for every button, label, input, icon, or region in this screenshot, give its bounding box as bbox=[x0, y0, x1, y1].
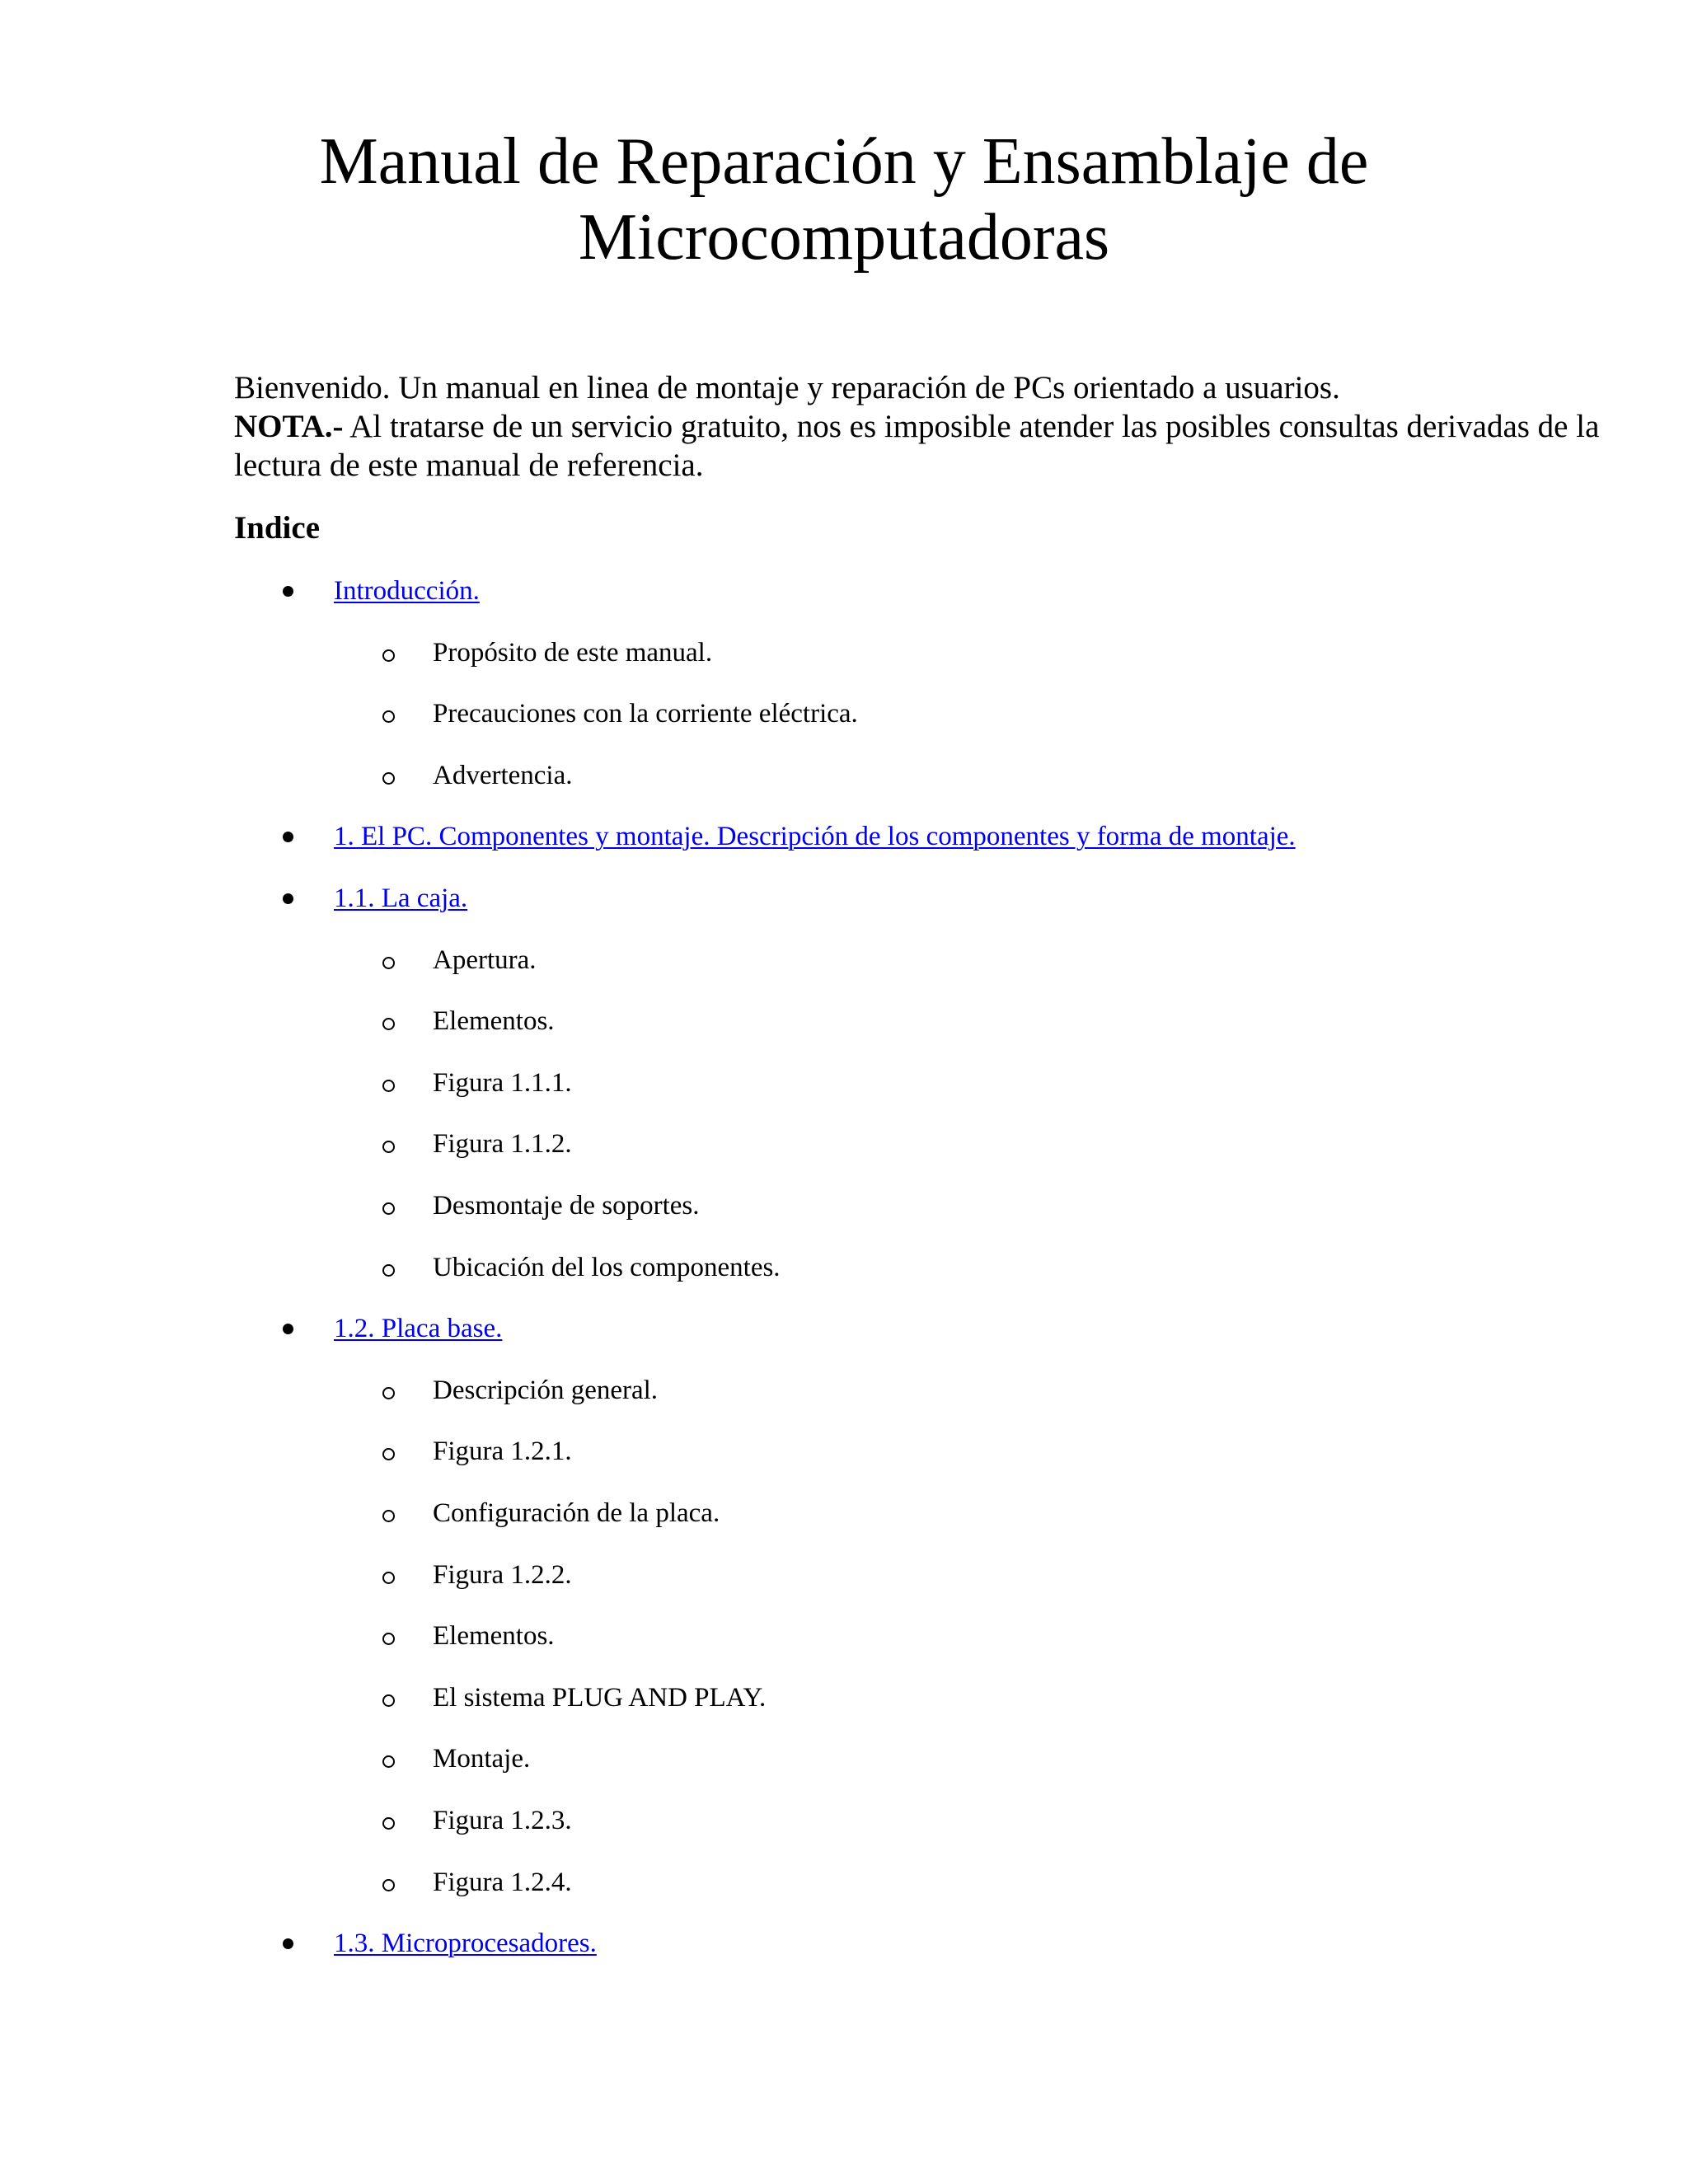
bullet-circle-icon bbox=[382, 1387, 395, 1399]
toc-label: Figura 1.2.2. bbox=[433, 1560, 572, 1590]
note-label: NOTA.- bbox=[234, 409, 344, 444]
toc-link[interactable]: 1. El PC. Componentes y montaje. Descripción de los componentes y forma de montaje. bbox=[334, 822, 1296, 851]
bullet-circle-icon bbox=[382, 1879, 395, 1891]
bullet-circle-icon bbox=[382, 957, 395, 969]
title-line-1: Manual de Reparación y Ensamblaje de bbox=[319, 125, 1369, 198]
bullet-circle-icon bbox=[382, 1817, 395, 1830]
toc-subsection-item bbox=[433, 1251, 781, 1284]
bullet-circle-icon bbox=[382, 1018, 395, 1030]
note-text: Al tratarse de un servicio gratuito, nos es imposible atender las posibles consultas derivadas de la lectura de este manual de referencia. bbox=[234, 409, 1600, 483]
toc-label: Figura 1.2.1. bbox=[433, 1436, 572, 1466]
toc-label: Figura 1.2.4. bbox=[433, 1868, 572, 1897]
toc-section-item[interactable] bbox=[334, 820, 1296, 853]
toc-label: Figura 1.1.1. bbox=[433, 1068, 572, 1098]
toc-label: El sistema PLUG AND PLAY. bbox=[433, 1683, 767, 1713]
toc-subsection-item bbox=[433, 1066, 572, 1099]
bullet-disc-icon bbox=[283, 586, 293, 597]
bullet-circle-icon bbox=[382, 710, 395, 723]
toc-subsection-item bbox=[433, 1558, 572, 1591]
toc-subsection-item bbox=[433, 759, 573, 792]
toc-label: Desmontaje de soportes. bbox=[433, 1191, 700, 1221]
toc-subsection-item bbox=[433, 1435, 572, 1468]
bullet-circle-icon bbox=[382, 1633, 395, 1645]
toc-label: Apertura. bbox=[433, 945, 537, 975]
bullet-circle-icon bbox=[382, 1510, 395, 1522]
bullet-disc-icon bbox=[283, 893, 293, 904]
toc-subsection-item bbox=[433, 1742, 530, 1775]
toc-label: Configuración de la placa. bbox=[433, 1498, 720, 1528]
toc-link[interactable]: 1.2. Placa base. bbox=[334, 1314, 503, 1343]
toc-subsection-item bbox=[433, 1497, 720, 1530]
toc-section-item[interactable] bbox=[334, 1312, 502, 1345]
toc-subsection-item bbox=[433, 1127, 572, 1160]
toc-subsection-item bbox=[433, 1189, 700, 1222]
bullet-circle-icon bbox=[382, 772, 395, 785]
toc-link[interactable]: 1.1. La caja. bbox=[334, 883, 468, 913]
toc-subsection-item bbox=[433, 636, 712, 669]
toc-subsection-item bbox=[433, 1681, 766, 1714]
bullet-disc-icon bbox=[283, 832, 293, 842]
toc-label: Ubicación del los componentes. bbox=[433, 1253, 781, 1282]
toc-label: Propósito de este manual. bbox=[433, 638, 713, 668]
bullet-circle-icon bbox=[382, 1080, 395, 1092]
toc-label: Figura 1.1.2. bbox=[433, 1129, 572, 1159]
toc-section-item[interactable] bbox=[334, 1927, 597, 1960]
bullet-circle-icon bbox=[382, 1448, 395, 1460]
bullet-circle-icon bbox=[382, 649, 395, 662]
index-heading: Indice bbox=[234, 510, 321, 546]
toc-subsection-item bbox=[433, 944, 537, 977]
toc-subsection-item bbox=[433, 1619, 555, 1652]
toc-subsection-item bbox=[433, 1804, 572, 1837]
toc-label: Elementos. bbox=[433, 1006, 555, 1036]
toc-label: Descripción general. bbox=[433, 1376, 659, 1405]
toc-subsection-item bbox=[433, 1005, 555, 1038]
bullet-disc-icon bbox=[283, 1324, 293, 1334]
toc-subsection-item bbox=[433, 697, 858, 730]
toc-label: Precauciones con la corriente eléctrica. bbox=[433, 699, 858, 729]
bullet-circle-icon bbox=[382, 1202, 395, 1215]
page-title bbox=[0, 124, 1688, 275]
toc-label: Montaje. bbox=[433, 1744, 531, 1774]
intro-paragraph bbox=[234, 368, 1635, 485]
toc-subsection-item bbox=[433, 1374, 658, 1407]
bullet-circle-icon bbox=[382, 1264, 395, 1277]
toc-link[interactable]: 1.3. Microprocesadores. bbox=[334, 1929, 597, 1958]
title-line-2: Microcomputadoras bbox=[578, 201, 1110, 274]
bullet-circle-icon bbox=[382, 1694, 395, 1707]
bullet-circle-icon bbox=[382, 1755, 395, 1768]
toc-link[interactable]: Introducción. bbox=[334, 576, 480, 606]
bullet-circle-icon bbox=[382, 1572, 395, 1584]
toc-label: Figura 1.2.3. bbox=[433, 1806, 572, 1835]
toc-subsection-item bbox=[433, 1866, 572, 1899]
bullet-disc-icon bbox=[283, 1938, 293, 1949]
toc-label: Elementos. bbox=[433, 1621, 555, 1651]
toc-section-item[interactable] bbox=[334, 574, 480, 607]
toc-label: Advertencia. bbox=[433, 761, 573, 790]
toc-section-item[interactable] bbox=[334, 882, 467, 915]
welcome-text: Bienvenido. Un manual en linea de montaje y reparación de PCs orientado a usuarios. bbox=[234, 370, 1340, 405]
bullet-circle-icon bbox=[382, 1141, 395, 1153]
